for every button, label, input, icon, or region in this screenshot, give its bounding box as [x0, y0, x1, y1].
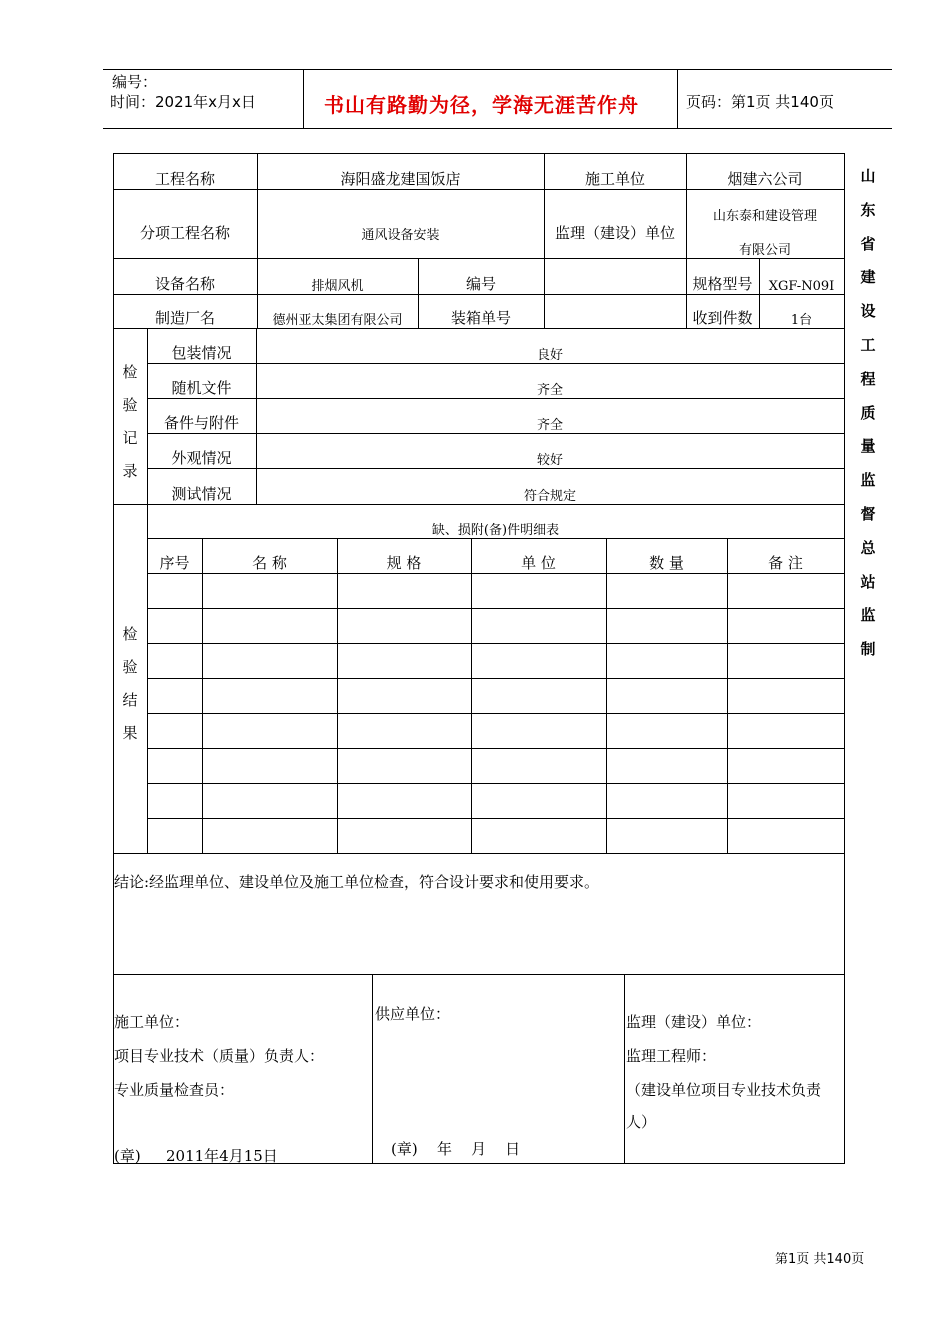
box-label: 装箱单号: [450, 309, 511, 327]
equipment-name: 排烟风机: [311, 279, 364, 294]
supervisor-name-line1: 山东泰和建设管理: [712, 209, 817, 224]
column-header: 数 量: [649, 554, 684, 572]
side-char: 程: [860, 369, 876, 388]
column-header: 名 称: [252, 554, 287, 572]
sig-qc-inspector: 专业质量检查员：: [114, 1081, 235, 1099]
equipment-label: 设备名称: [154, 275, 215, 293]
inspection-row-value: 符合规定: [523, 489, 576, 504]
grid-line: [471, 538, 472, 853]
grid-line: [147, 608, 845, 609]
grid-line: [624, 974, 625, 1164]
inspection-row-value: 较好: [536, 453, 563, 468]
section-char: 验: [122, 658, 138, 676]
contractor-label: 施工单位: [584, 170, 645, 188]
grid-line: [147, 748, 845, 749]
column-header: 单 位: [521, 554, 556, 572]
motto: 书山有路勤为径，学海无涯苦作舟: [324, 93, 639, 117]
doc-number-label: 编号：: [112, 73, 158, 91]
header-bottom-rule: [103, 128, 892, 129]
sig-supervisor-label: 监理（建设）单位：: [626, 1013, 762, 1031]
sig-contractor-stamp: (章): [114, 1147, 141, 1165]
sig-owner-rep-line1: （建设单位项目专业技术负责: [626, 1081, 822, 1099]
column-header: 备 注: [768, 554, 803, 572]
inspection-row-value: 齐全: [536, 383, 563, 398]
section-char: 检: [122, 625, 138, 643]
grid-line: [147, 783, 845, 784]
number-label: 编号: [465, 275, 496, 293]
supervisor-label: 监理（建设）单位: [554, 224, 675, 242]
box-value: [544, 294, 686, 328]
side-char: 工: [860, 335, 876, 354]
grid-line: [147, 643, 845, 644]
side-char: 制: [860, 640, 876, 659]
project-name-label: 工程名称: [154, 170, 215, 188]
grid-line: [727, 538, 728, 853]
side-char: 总: [860, 538, 876, 557]
grid-line: [606, 538, 607, 853]
grid-line: [844, 153, 845, 1164]
section-char: 检: [122, 363, 138, 381]
model-label: 规格型号: [692, 275, 753, 293]
sig-owner-rep-line2: 人）: [626, 1113, 657, 1131]
subproject: 通风设备安装: [361, 228, 440, 243]
side-char: 督: [860, 504, 876, 523]
sig-contractor-date: 2011年4月15日: [166, 1147, 278, 1165]
side-char: 监: [860, 471, 876, 490]
inspection-row-label: 包装情况: [171, 344, 232, 362]
defect-table-title: 缺、损附(备)件明细表: [431, 523, 560, 538]
inspection-row-value: 齐全: [536, 418, 563, 433]
side-char: 量: [860, 437, 876, 456]
column-header: 规 格: [386, 554, 422, 572]
side-char: 建: [860, 268, 876, 287]
sig-tech-lead: 项目专业技术（质量）负责人：: [114, 1047, 325, 1065]
inspection-row-label: 随机文件: [171, 379, 232, 397]
section-char: 果: [122, 724, 138, 742]
sig-supplier-label: 供应单位：: [375, 1005, 451, 1023]
qty-value: 1台: [790, 313, 813, 328]
side-char: 省: [860, 234, 876, 253]
sig-supplier-date: 年 月 日: [437, 1140, 521, 1158]
grid-line: [337, 538, 338, 853]
side-char: 东: [860, 200, 876, 219]
side-char: 山: [860, 167, 876, 185]
header-divider: [677, 69, 678, 128]
side-char: 设: [860, 302, 876, 321]
supervisor-name-line2: 有限公司: [738, 243, 791, 258]
column-header: 序号: [159, 554, 190, 572]
section-char: 结: [122, 691, 138, 709]
header-divider: [303, 69, 304, 128]
side-vertical-text: [856, 160, 880, 667]
grid-line: [202, 538, 203, 853]
conclusion-text: 结论:经监理单位、建设单位及施工单位检查，符合设计要求和使用要求。: [114, 873, 600, 891]
inspection-row-label: 备件与附件: [163, 414, 239, 432]
number-value: [544, 258, 686, 294]
sig-contractor-label: 施工单位：: [114, 1013, 190, 1031]
grid-line: [147, 818, 845, 819]
inspection-result-label: [113, 618, 147, 750]
maker-label: 制造厂名: [154, 309, 215, 327]
inspection-row-label: 外观情况: [171, 449, 232, 467]
grid-line: [113, 974, 845, 975]
inspection-row-label: 测试情况: [171, 485, 232, 503]
section-char: 验: [122, 396, 138, 414]
grid-line: [147, 678, 845, 679]
grid-line: [372, 974, 373, 1164]
side-char: 监: [860, 606, 876, 625]
qty-label: 收到件数: [692, 309, 753, 327]
grid-line: [147, 573, 845, 574]
inspection-record-label: [113, 356, 147, 488]
section-char: 记: [122, 429, 138, 447]
inspection-row-value: 良好: [536, 348, 563, 363]
sig-engineer: 监理工程师：: [626, 1047, 717, 1065]
doc-time: 时间：2021年x月x日: [110, 93, 256, 111]
section-char: 录: [122, 462, 138, 480]
side-char: 质: [860, 403, 876, 422]
sig-supplier-stamp: (章): [391, 1140, 418, 1158]
grid-line: [113, 853, 845, 854]
grid-line: [147, 713, 845, 714]
project-name: 海阳盛龙建国饭店: [340, 170, 461, 188]
subproject-label: 分项工程名称: [139, 224, 230, 242]
header-top-rule: [103, 69, 892, 70]
model-value: XGF-N09I: [768, 279, 835, 294]
side-char: 站: [860, 572, 876, 591]
page-info: 页码：第1页 共140页: [686, 93, 834, 111]
contractor: 烟建六公司: [727, 170, 803, 188]
footer-page-info: 第1页 共140页: [775, 1252, 865, 1267]
maker-value: 德州亚太集团有限公司: [272, 313, 403, 328]
